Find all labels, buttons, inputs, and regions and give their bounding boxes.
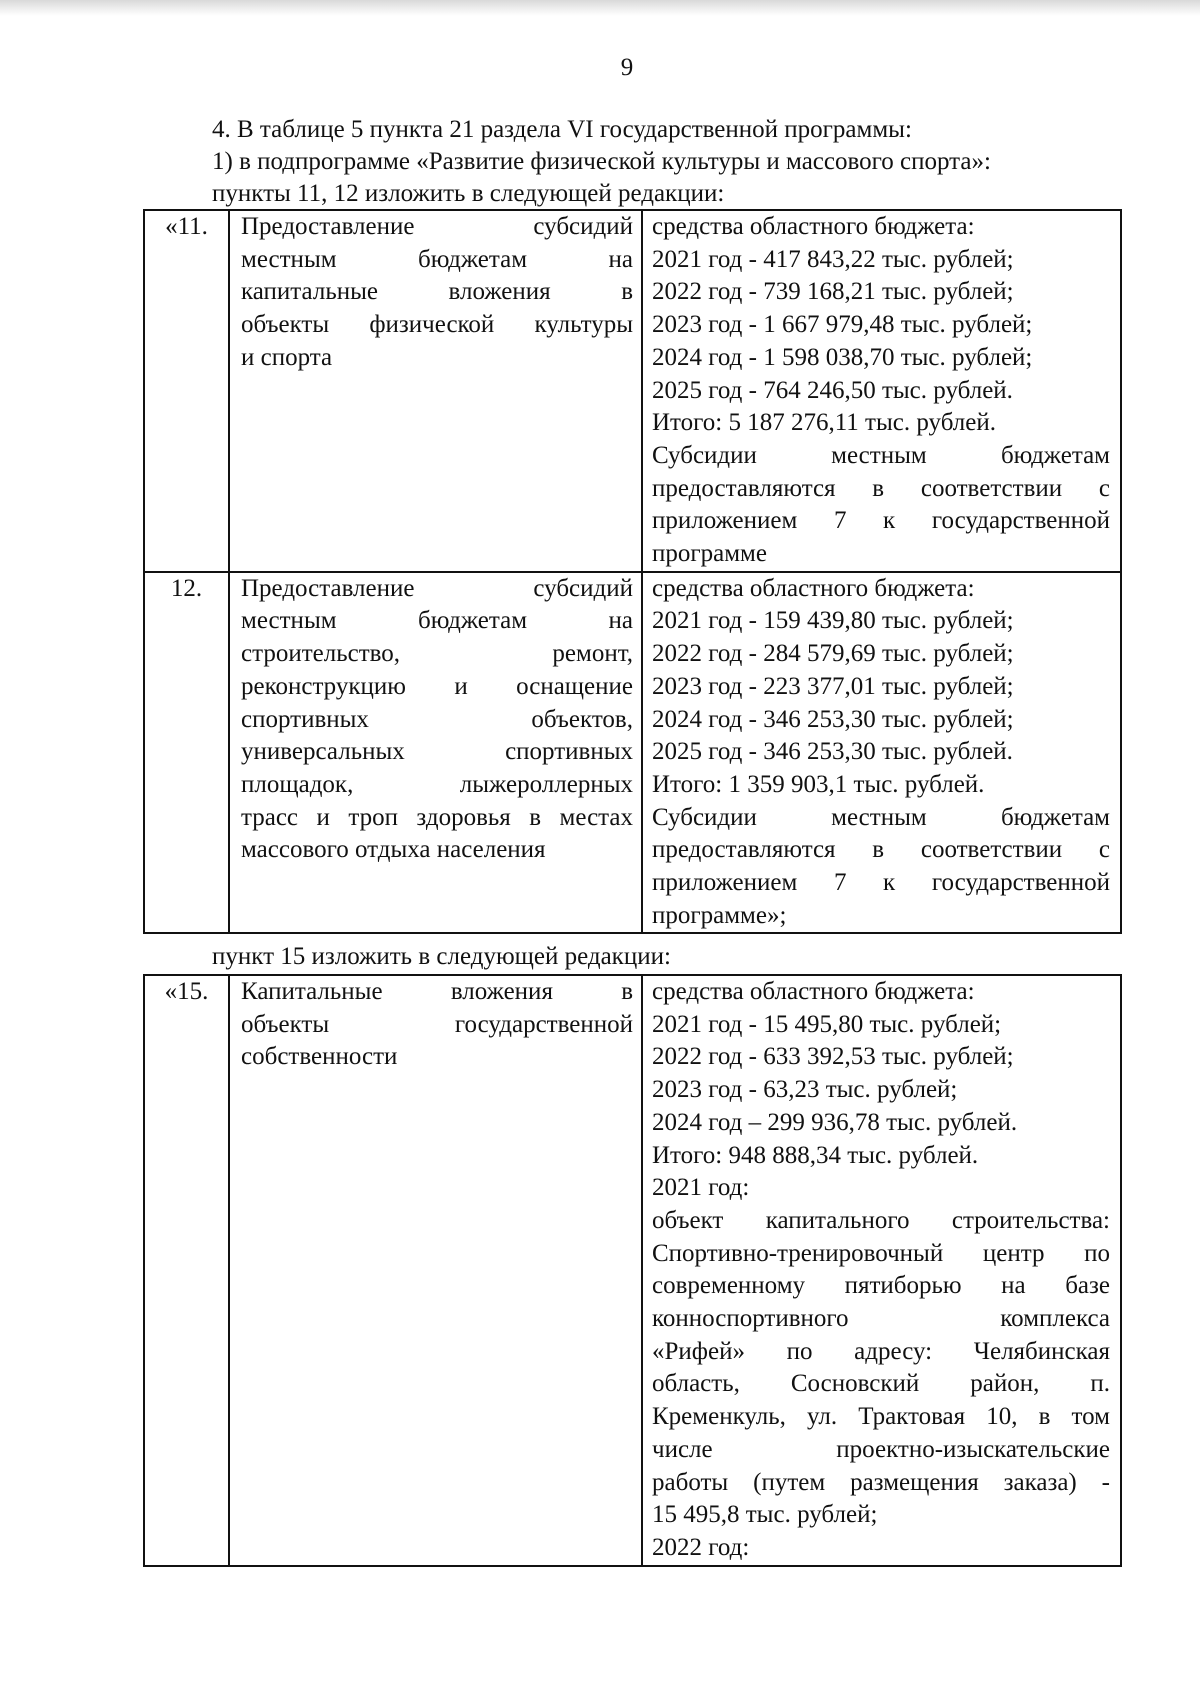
funding-details xyxy=(642,572,1121,934)
text-line: местным бюджетам на xyxy=(241,607,633,635)
text-line: Спортивно-тренировочный центр по xyxy=(652,1239,1110,1267)
text-line: 2022 год - 739 168,21 тыс. рублей; xyxy=(652,278,1014,306)
text-line: Капитальные вложения в xyxy=(241,978,633,1005)
text-line: строительство, ремонт, xyxy=(241,640,633,668)
text-line: площадок, лыжероллерных xyxy=(241,770,633,798)
text-line: спортивных объектов, xyxy=(241,705,633,733)
text-line: Предоставление субсидий xyxy=(241,574,633,602)
text-line: 2021 год - 15 495,80 тыс. рублей; xyxy=(652,1010,1002,1038)
text-line: приложением 7 к государственной xyxy=(652,507,1110,535)
text-line: местным бюджетам на xyxy=(241,245,633,273)
text-line: средства областного бюджета: xyxy=(652,213,975,240)
text-line: 2021 год - 417 843,22 тыс. рублей; xyxy=(652,245,1014,273)
text-line: 2023 год - 223 377,01 тыс. рублей; xyxy=(652,672,1014,700)
text-line: 2021 год: xyxy=(652,1174,750,1202)
text-line: предоставляются в соответствии с xyxy=(652,474,1110,502)
text-line: массового отдыха населения xyxy=(241,836,546,864)
text-line: капитальные вложения в xyxy=(241,278,633,306)
table-row xyxy=(144,572,1121,934)
row-number: «15. xyxy=(144,975,229,1566)
text-line: приложением 7 к государственной xyxy=(652,869,1110,897)
text-line: программе xyxy=(652,540,767,568)
text-line: Предоставление субсидий xyxy=(241,213,633,240)
text-line: объекты государственной xyxy=(241,1010,633,1038)
measure-name xyxy=(229,572,642,934)
intro-line-2: 1) в подпрограмме «Развитие физической культуры и массового спорта»: xyxy=(212,148,991,175)
text-line: объект капитального строительства: xyxy=(652,1206,1110,1234)
text-line: Субсидии местным бюджетам xyxy=(652,803,1110,831)
funding-details xyxy=(642,975,1121,1566)
text-line: «Рифей» по адресу: Челябинская xyxy=(652,1337,1110,1365)
text-line: объекты физической культуры xyxy=(241,311,633,339)
text-line: Субсидии местным бюджетам xyxy=(652,441,1110,469)
text-line: средства областного бюджета: xyxy=(652,574,975,602)
text-line: 15 495,8 тыс. рублей; xyxy=(652,1501,878,1529)
scan-edge xyxy=(0,0,1200,16)
amendment-table-1 xyxy=(143,209,1122,934)
text-line: универсальных спортивных xyxy=(241,738,633,766)
measure-name xyxy=(229,210,642,572)
text-line: область, Сосновский район, п. xyxy=(652,1370,1110,1398)
text-line: 2023 год - 1 667 979,48 тыс. рублей; xyxy=(652,311,1033,339)
text-line: трасс и троп здоровья в местах xyxy=(241,803,633,831)
text-line: Итого: 948 888,34 тыс. рублей. xyxy=(652,1141,979,1169)
intro-line-3: пункты 11, 12 изложить в следующей редакции: xyxy=(212,180,725,207)
text-line: 2024 год - 346 253,30 тыс. рублей; xyxy=(652,705,1014,733)
text-line: 2024 год - 1 598 038,70 тыс. рублей; xyxy=(652,343,1033,371)
text-line: предоставляются в соответствии с xyxy=(652,836,1110,864)
text-line: современному пятиборью на базе xyxy=(652,1272,1110,1300)
row-number: 12. xyxy=(144,572,229,934)
funding-details xyxy=(642,210,1121,572)
text-line: средства областного бюджета: xyxy=(652,978,975,1005)
amendment-table-2 xyxy=(143,974,1122,1567)
text-line: 2022 год - 284 579,69 тыс. рублей; xyxy=(652,640,1014,668)
text-line: 2023 год - 63,23 тыс. рублей; xyxy=(652,1076,958,1104)
text-line: реконструкцию и оснащение xyxy=(241,672,633,700)
text-line: 2025 год - 764 246,50 тыс. рублей. xyxy=(652,376,1013,404)
text-line: 2021 год - 159 439,80 тыс. рублей; xyxy=(652,607,1014,635)
measure-name xyxy=(229,975,642,1566)
row-number: «11. xyxy=(144,210,229,572)
text-line: 2022 год - 633 392,53 тыс. рублей; xyxy=(652,1043,1014,1071)
text-line: 2025 год - 346 253,30 тыс. рублей. xyxy=(652,738,1013,766)
text-line: и спорта xyxy=(241,343,333,371)
intro-line-1: 4. В таблице 5 пункта 21 раздела VI государственной программы: xyxy=(212,116,912,143)
page-number: 9 xyxy=(620,54,634,81)
text-line: работы (путем размещения заказа) - xyxy=(652,1468,1110,1496)
text-line: конноспортивного комплекса xyxy=(652,1305,1110,1333)
text-line: 2024 год – 299 936,78 тыс. рублей. xyxy=(652,1108,1018,1136)
table-row xyxy=(144,975,1121,1566)
between-paragraph: пункт 15 изложить в следующей редакции: xyxy=(212,943,671,970)
text-line: Кременкуль, ул. Трактовая 10, в том xyxy=(652,1403,1110,1431)
text-line: программе»; xyxy=(652,901,787,929)
text-line: числе проектно-изыскательские xyxy=(652,1435,1110,1463)
text-line: 2022 год: xyxy=(652,1533,750,1561)
text-line: собственности xyxy=(241,1043,398,1071)
text-line: Итого: 1 359 903,1 тыс. рублей. xyxy=(652,770,985,798)
table-row xyxy=(144,210,1121,572)
text-line: Итого: 5 187 276,11 тыс. рублей. xyxy=(652,409,997,437)
